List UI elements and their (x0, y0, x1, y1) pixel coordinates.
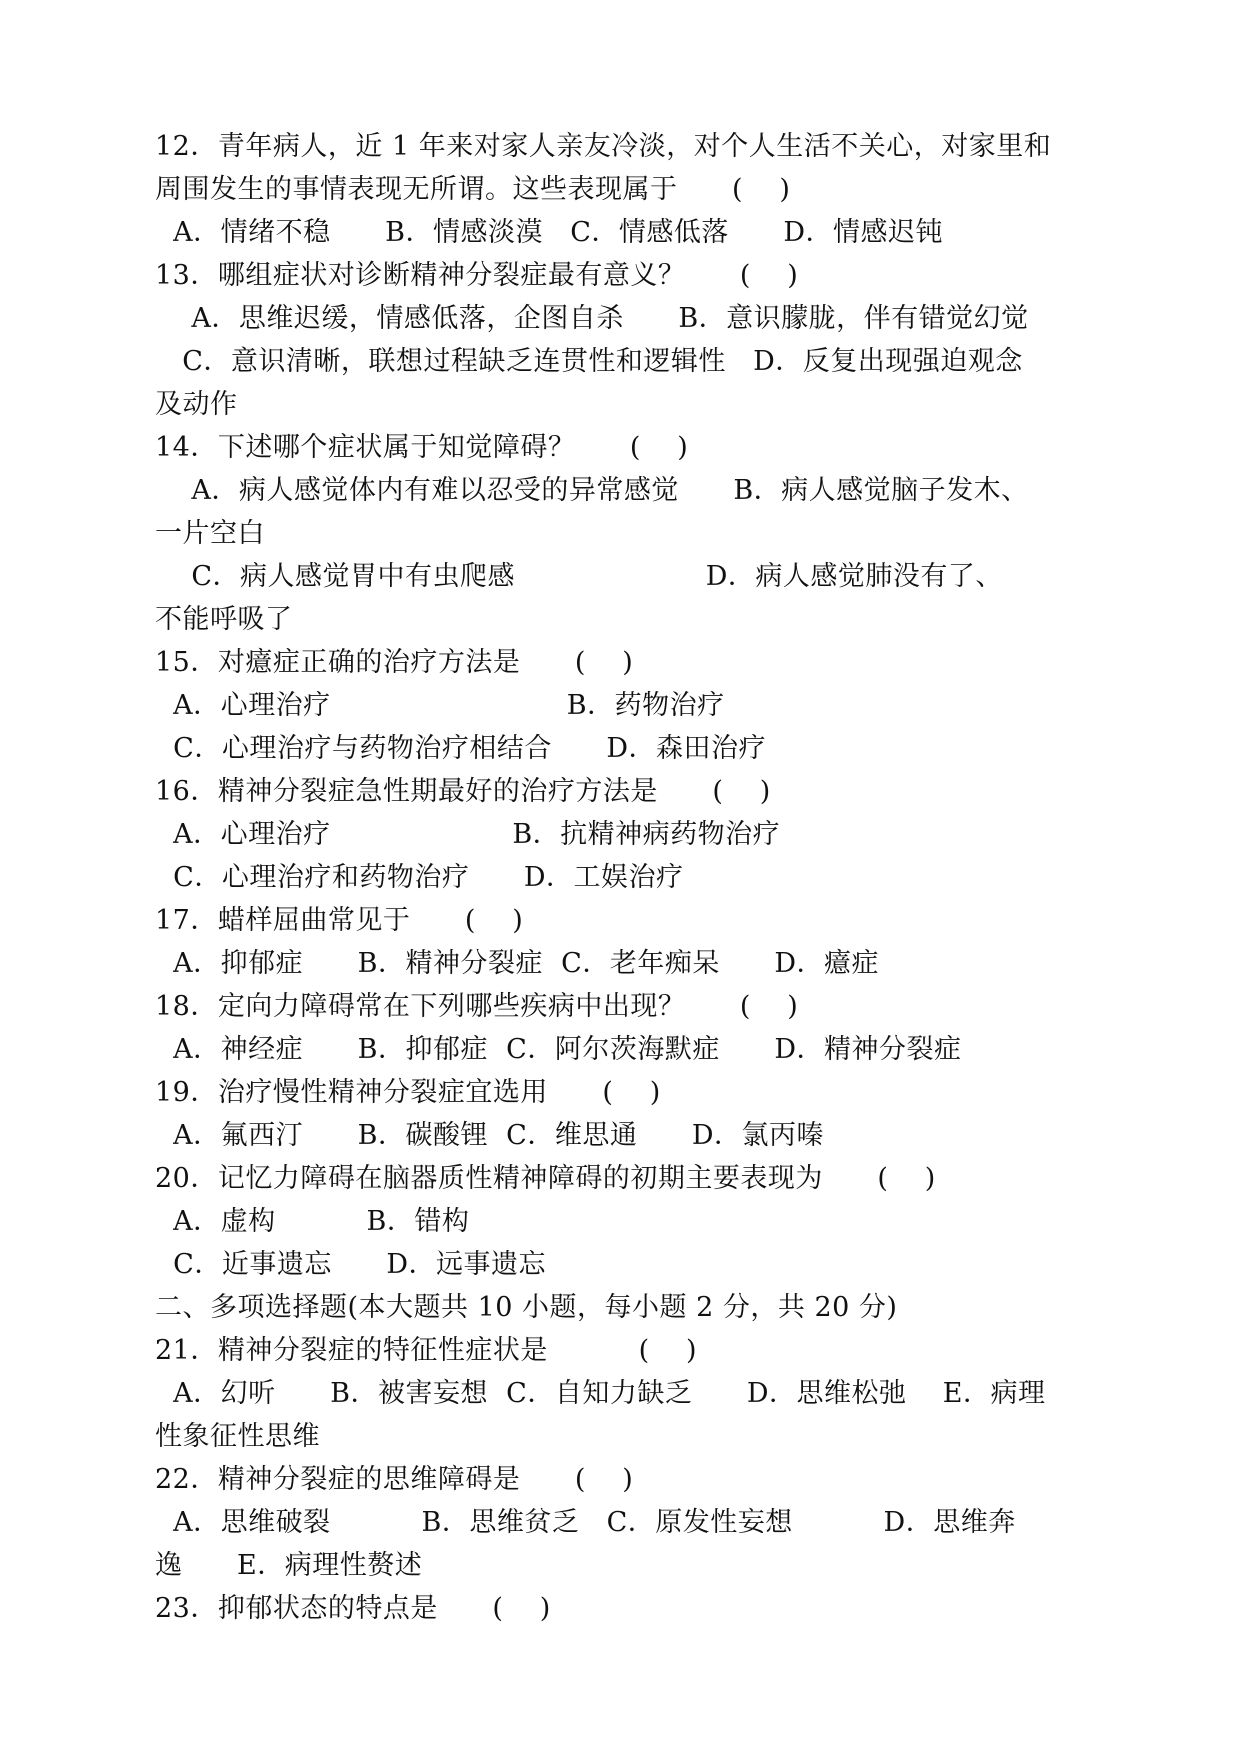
question-21-options: A．幻听 B．被害妄想 C．自知力缺乏 D．思维松弛 E．病理 (155, 1378, 1046, 1409)
question-14-options-cd-cont: 不能呼吸了 (155, 604, 293, 635)
question-13-stem: 13．哪组症状对诊断精神分裂症最有意义？ ( ) (155, 260, 799, 291)
section-heading-multiple-choice: 二、多项选择题(本大题共 10 小题，每小题 2 分，共 20 分) (155, 1292, 898, 1323)
question-15-options-ab: A．心理治疗 B．药物治疗 (155, 690, 725, 721)
question-13-options-cd: C．意识清晰，联想过程缺乏连贯性和逻辑性 D．反复出现强迫观念 (155, 346, 1023, 377)
question-15-options-cd: C．心理治疗与药物治疗相结合 D．森田治疗 (155, 733, 766, 764)
question-22-stem: 22．精神分裂症的思维障碍是 ( ) (155, 1464, 634, 1495)
question-12-options: A．情绪不稳 B．情感淡漠 C．情感低落 D．情感迟钝 (155, 217, 944, 248)
question-18-options: A．神经症 B．抑郁症 C．阿尔茨海默症 D．精神分裂症 (155, 1034, 962, 1065)
question-17-stem: 17．蜡样屈曲常见于 ( ) (155, 905, 524, 936)
exam-content (155, 125, 1105, 1630)
question-14-options-cd: C．病人感觉胃中有虫爬感 D．病人感觉肺没有了、 (155, 561, 1003, 592)
question-16-stem: 16．精神分裂症急性期最好的治疗方法是 ( ) (155, 776, 771, 807)
question-13-options-cont: 及动作 (155, 389, 238, 420)
question-20-options-cd: C．近事遗忘 D．远事遗忘 (155, 1249, 546, 1280)
question-19-stem: 19．治疗慢性精神分裂症宜选用 ( ) (155, 1077, 661, 1108)
question-19-options: A．氟西汀 B．碳酸锂 C．维思通 D．氯丙嗪 (155, 1120, 824, 1151)
question-21-stem: 21．精神分裂症的特征性症状是 ( ) (155, 1335, 698, 1366)
question-15-stem: 15．对癔症正确的治疗方法是 ( ) (155, 647, 634, 678)
question-18-stem: 18．定向力障碍常在下列哪些疾病中出现？ ( ) (155, 991, 799, 1022)
question-21-options-cont: 性象征性思维 (155, 1421, 320, 1452)
question-13-options-ab: A．思维迟缓，情感低落，企图自杀 B．意识朦胧，伴有错觉幻觉 (155, 303, 1029, 334)
question-17-options: A．抑郁症 B．精神分裂症 C．老年痴呆 D．癔症 (155, 948, 879, 979)
question-14-options-ab: A．病人感觉体内有难以忍受的异常感觉 B．病人感觉脑子发木、 (155, 475, 1029, 506)
question-14-stem: 14．下述哪个症状属于知觉障碍？ ( ) (155, 432, 689, 463)
question-20-stem: 20．记忆力障碍在脑器质性精神障碍的初期主要表现为 ( ) (155, 1163, 936, 1194)
question-22-options: A．思维破裂 B．思维贫乏 C．原发性妄想 D．思维奔 (155, 1507, 1016, 1538)
question-23-stem: 23．抑郁状态的特点是 ( ) (155, 1593, 551, 1624)
question-20-options-ab: A．虚构 B．错构 (155, 1206, 470, 1237)
question-12-stem: 12．青年病人，近 1 年来对家人亲友冷淡，对个人生活不关心，对家里和 (155, 131, 1052, 162)
question-12-stem-cont: 周围发生的事情表现无所谓。这些表现属于 ( ) (155, 174, 791, 205)
question-16-options-ab: A．心理治疗 B．抗精神病药物治疗 (155, 819, 781, 850)
question-16-options-cd: C．心理治疗和药物治疗 D．工娱治疗 (155, 862, 684, 893)
question-14-options-ab-cont: 一片空白 (155, 518, 265, 549)
question-22-options-cont: 逸 E．病理性赘述 (155, 1550, 423, 1581)
